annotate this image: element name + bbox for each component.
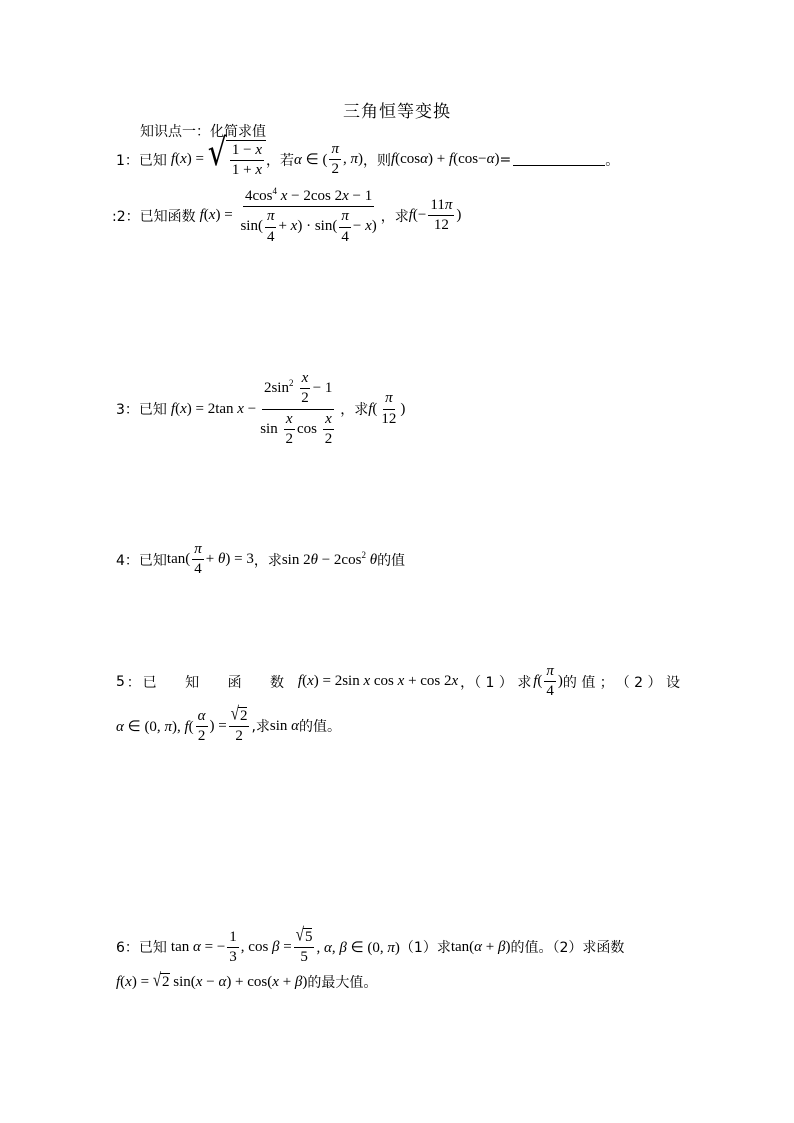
problem-text: ，（ 1 ） 求 (460, 674, 532, 691)
formula: f( (533, 673, 543, 690)
problem-known: 已知函数 (139, 208, 196, 225)
formula: , cos β = (240, 938, 292, 955)
problem-text: ，若 (266, 152, 294, 169)
formula: sin(x − α) + cos(x + β) (169, 973, 308, 990)
problem-end: 。 (605, 152, 620, 169)
formula: ) (557, 673, 563, 690)
fraction: $2\sin^2$ $\frac{x}{2}$ − 1 sin $\frac{x}{2}$ cos $\frac{x}{2}$ (260, 370, 333, 447)
problem-5-continued (116, 704, 342, 746)
fraction: $\frac{\pi}{12}$ (381, 390, 397, 427)
formula: tan α = − (170, 938, 226, 955)
formula: tan( (166, 551, 191, 568)
formula: f( (368, 400, 378, 417)
problem-text: ,求 (251, 719, 270, 736)
sqrt-formula: √ 2 (152, 970, 170, 991)
fraction: $\frac{\pi}{4}$ (546, 663, 554, 700)
problem-text: 的值。（2）求函数 (510, 940, 625, 957)
formula: sin α (269, 717, 300, 734)
problem-number: :2： (112, 208, 140, 225)
problem-known: 已知 (138, 152, 167, 169)
problem-2 (112, 186, 461, 246)
fraction: √ 2 2 (230, 704, 248, 745)
section-heading: 知识点一：化简求值 (140, 124, 266, 140)
fraction: $4\cos^4$ x − 2cos 2x − 1 sin( $\frac{\pi}{4}$ + x) · sin( $\frac{\pi}{4}$ − x) (240, 186, 377, 245)
problem-known: 已知 (138, 402, 167, 418)
problem-number: 5 (116, 673, 125, 690)
formula: f(x) = 2sin x cos x + cos 2x (297, 673, 459, 690)
answer-blank (513, 153, 605, 166)
fraction: $\frac{\pi}{2}$ (331, 141, 339, 178)
fraction: $\frac{11\pi}{12}$ (430, 197, 453, 234)
fraction: $\frac{1}{3}$ (229, 928, 237, 965)
problem-3 (116, 370, 405, 448)
problem-text: ，求 (380, 208, 409, 225)
formula: α ∈ ( (294, 152, 328, 169)
formula: tan(α + β) (450, 938, 511, 955)
formula: f(x) = (170, 151, 208, 168)
formula-group (533, 663, 614, 701)
problem-4 (116, 541, 405, 579)
formula: ) (400, 400, 406, 417)
problem-text: ，求 (340, 402, 369, 418)
problem-known: 已知 (138, 552, 167, 569)
problem-6 (116, 925, 625, 967)
fraction: √ 5 5 (295, 925, 313, 966)
formula: f(x) = 2tan x − (170, 400, 257, 417)
problem-text: 的 值 ； (562, 674, 614, 691)
problem-number: 4： (116, 552, 139, 569)
problem-text: （1）求 (399, 940, 451, 957)
formula: α ∈ (0, π), f( (116, 718, 194, 735)
problem-number: 3： (116, 402, 139, 418)
problem-text: ，则 (362, 152, 391, 169)
problem-5 (116, 663, 680, 701)
problem-tail: 的值。 (299, 719, 342, 736)
formula: , α, β ∈ (0, π) (316, 939, 400, 956)
formula: f(x) = (116, 973, 153, 990)
formula: ) = (209, 717, 227, 734)
fraction: $\frac{\alpha}{2}$ (197, 707, 206, 744)
problem-tail: 的最大值。 (307, 975, 378, 991)
formula: f(cosα) + f(cos−α) (390, 151, 500, 168)
sqrt-formula: √ $\frac{1 - x}{1 + x}$ (208, 140, 266, 180)
formula: ) (456, 207, 462, 224)
problem-text: ，求 (253, 552, 282, 569)
problem-colon: ： (126, 674, 141, 691)
problem-6-continued (116, 972, 377, 992)
problem-tail: 的值 (377, 552, 406, 569)
equals-sign: = (499, 151, 512, 168)
problem-number: 6： (116, 940, 139, 957)
fraction: $\frac{\pi}{4}$ (194, 541, 202, 578)
formula: + θ) = 3 (205, 551, 254, 568)
problem-known: 已知 (138, 940, 167, 957)
formula: f(x) = (199, 207, 237, 224)
formula: f(− (408, 207, 427, 224)
problem-number: 1： (116, 152, 139, 169)
page-title: 三角恒等变换 (343, 102, 451, 122)
formula: , π) (342, 151, 363, 168)
formula: $\sin 2\theta - 2\cos^2$ θ (281, 550, 378, 569)
problem-known: 已 知 函 数 (142, 674, 297, 691)
problem-text: （ 2 ） 设 (615, 674, 680, 691)
